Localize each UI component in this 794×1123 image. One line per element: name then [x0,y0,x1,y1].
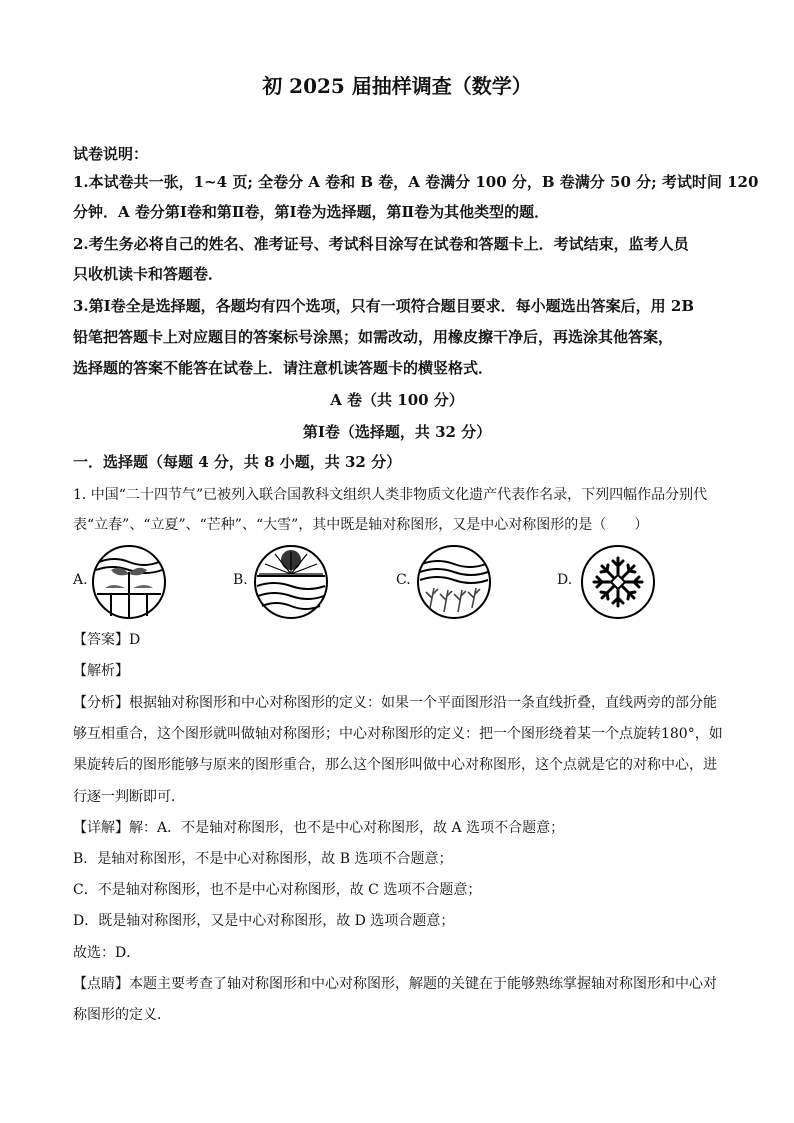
instructions-heading: 试卷说明： [73,145,149,163]
instruction-line: 2.考生务必将自己的姓名、准考证号、考试科目涂写在试卷和答题卡上．考试结束，监考人员 [73,235,689,253]
instruction-line: 铅笔把答题卡上对应题目的答案标号涂黑；如需改动，用橡皮擦干净后，再选涂其他答案， [73,328,674,346]
answer: 【答案】D [73,632,141,648]
detail-line: B．是轴对称图形，不是中心对称图形，故 B 选项不合题意； [73,851,453,867]
instruction-line: 只收机读卡和答题卷． [73,265,224,283]
detail-line: 【详解】解：A．不是轴对称图形，也不是中心对称图形，故 A 选项不合题意； [73,820,565,836]
grain-field-icon [416,544,492,620]
option-a-label: A. [73,572,88,588]
part-1-heading: 第Ⅰ卷（选择题，共 32 分） [302,423,492,441]
instruction-line: 选择题的答案不能答在试卷上．请注意机读答题卡的横竖格式． [73,359,494,377]
comment-line: 称图形的定义． [73,1007,171,1023]
page-title: 初 2025 届抽样调查（数学） [262,74,532,98]
question-1-text: 表“立春”、“立夏”、“芒种”、“大雪”，其中既是轴对称图形，又是中心对称图形的是（ ） [73,517,649,533]
spring-sprout-icon [91,544,167,620]
option-b-label: B. [233,572,248,588]
question-1-text: 1. 中国“二十四节气”已被列入联合国教科文组织人类非物质文化遗产代表作名录，下列四幅作品分别代 [73,487,708,503]
snowflake-icon [580,544,656,620]
option-d-label: D. [557,572,573,588]
group-1-heading: 一．选择题（每题 4 分，共 8 小题，共 32 分） [73,453,402,471]
analysis-line: 果旋转后的图形能够与原来的图形重合，那么这个图形叫做中心对称图形，这个点就是它的对称中心，进 [73,757,717,773]
section-a-heading: A 卷（共 100 分） [330,391,464,409]
option-c-label: C. [396,572,411,588]
analysis-line: 【分析】根据轴对称图形和中心对称图形的定义：如果一个平面图形沿一条直线折叠，直线两旁的部分能 [73,695,717,711]
instruction-line: 1.本试卷共一张，1~4 页; 全卷分 A 卷和 B 卷，A 卷满分 100 分，B 卷满分 50 分; 考试时间 120 [73,173,759,191]
comment-line: 【点睛】本题主要考查了轴对称图形和中心对称图形，解题的关键在于能够熟练掌握轴对称图形和中心对 [73,976,717,992]
instruction-line: 3.第Ⅰ卷全是选择题，各题均有四个选项，只有一项符合题目要求．每小题选出答案后，用 2B [73,297,695,315]
instruction-line: 分钟．A 卷分第Ⅰ卷和第Ⅱ卷，第Ⅰ卷为选择题，第Ⅱ卷为其他类型的题． [73,203,550,221]
analysis-heading: 【解析】 [73,663,129,679]
detail-line: C．不是轴对称图形，也不是中心对称图形，故 C 选项不合题意； [73,882,482,898]
detail-line: 故选：D． [73,945,141,961]
analysis-line: 够互相重合，这个图形就叫做轴对称图形；中心对称图形的定义：把一个图形绕着某一个点旋转180°，如 [73,726,723,742]
analysis-line: 行逐一判断即可． [73,789,185,805]
detail-line: D．既是轴对称图形，又是中心对称图形，故 D 选项合题意； [73,913,455,929]
summer-sun-icon [253,544,329,620]
